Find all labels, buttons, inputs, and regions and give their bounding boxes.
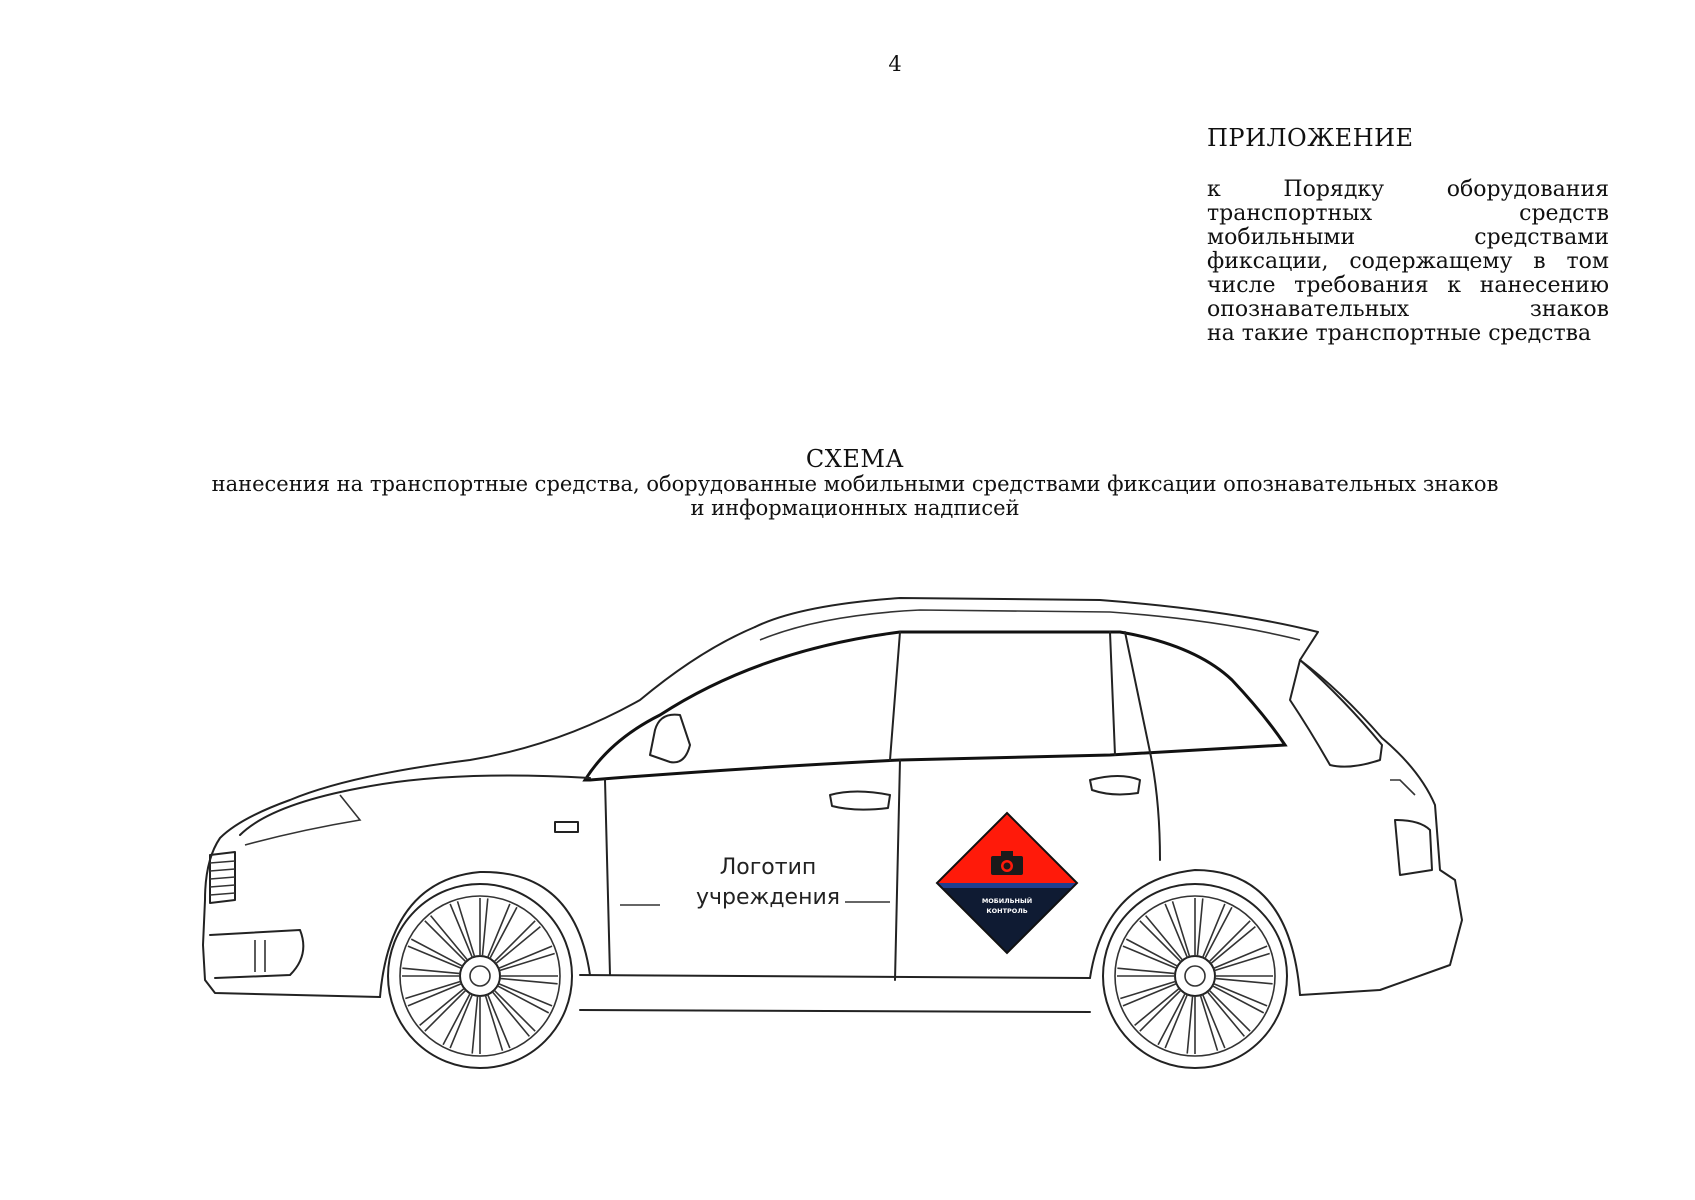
wheel-spoke (1209, 921, 1255, 964)
logo-label-line1: Логотип (719, 855, 817, 880)
wheel-spoke (494, 921, 540, 964)
scheme-title: СХЕМА (805, 445, 905, 473)
rear-wheel-spokes (1117, 898, 1273, 1054)
appendix-line: на такие транспортные средства (1207, 321, 1592, 346)
logo-label-line2: учреждения (696, 885, 840, 910)
wheel-spoke (1140, 916, 1183, 962)
scheme-subtitle-line1: нанесения на транспортные средства, оборудованные мобильными средствами фиксации опознавательных знаков (211, 472, 1499, 496)
wheel-spoke (500, 976, 558, 984)
wheel-spoke (1195, 898, 1203, 956)
wheel-spoke (472, 996, 480, 1054)
front-wheel-spokes (402, 898, 558, 1054)
mobile-control-badge (930, 806, 1084, 960)
appendix-title: ПРИЛОЖЕНИЕ (1207, 124, 1414, 152)
scheme-subtitle-line2: и информационных надписей (690, 496, 1020, 520)
wheel-spoke (1207, 990, 1250, 1036)
badge-text-line1: МОБИЛЬНЫЙ (981, 897, 1033, 905)
appendix-line: фиксации, содержащему в том (1207, 249, 1609, 274)
wheel-spoke (1215, 976, 1273, 984)
wheel-spoke (420, 988, 466, 1031)
appendix-line: числе требования к нанесению (1207, 273, 1609, 298)
wheel-spoke (480, 898, 488, 956)
appendix-line: мобильными средствами (1207, 225, 1609, 250)
wheel-spoke (1117, 968, 1175, 976)
wheel-spoke (492, 990, 535, 1036)
appendix-line: транспортных средств (1207, 201, 1609, 226)
car-body (203, 598, 1462, 1068)
page-number: 4 (888, 52, 902, 76)
badge-text-line2: КОНТРОЛЬ (986, 907, 1028, 915)
wheel-spoke (402, 968, 460, 976)
wheel-spoke (425, 916, 468, 962)
appendix-line: к Порядку оборудования (1207, 177, 1609, 202)
appendix-line: опознавательных знаков (1207, 297, 1609, 322)
wheel-spoke (1135, 988, 1181, 1031)
wheel-spoke (1187, 996, 1195, 1054)
